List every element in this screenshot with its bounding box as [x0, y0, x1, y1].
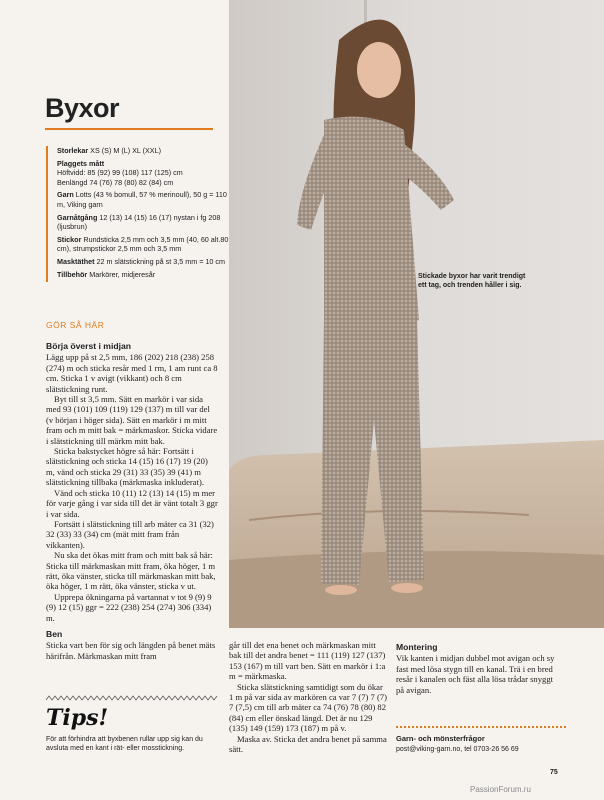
- instruction-paragraph: Upprepa ökningarna på vartannat v tot 9 (9) 9 (9) 12 (15) ggr = 222 (238) 254 (274) 306 (334) m.: [46, 591, 212, 623]
- spec-label: Garn: [57, 190, 74, 200]
- spec-value: Höftvidd: 85 (92) 99 (108) 117 (125) cm Benlängd 74 (76) 78 (80) 82 (84) cm: [57, 168, 183, 187]
- instructions-column-3: [396, 640, 556, 695]
- spec-value: Lotts (43 % bomull, 57 % merinoull), 50 g = 110 m, Viking garn: [57, 190, 227, 209]
- spec-value: 12 (13) 14 (15) 16 (17) nystan i fg 208 (ljusbrun): [57, 212, 221, 232]
- title-rule: [45, 128, 213, 130]
- contact-box: [396, 726, 566, 755]
- spec-label: Plaggets mått: [57, 158, 105, 168]
- instructions-column-1: [46, 339, 218, 661]
- instruction-paragraph: Maska av. Sticka det andra benet på samma sätt.: [229, 733, 387, 755]
- spec-value: 22 m slätstickning på st 3,5 mm = 10 cm: [96, 256, 225, 266]
- instructions-heading: GÖR SÅ HÄR: [46, 320, 105, 330]
- tips-text: För att förhindra att byxbenen rullar upp sig kan du avsluta med en kant i rät- eller mosstickning.: [46, 736, 203, 752]
- spec-value: Markörer, midjeresår: [89, 269, 156, 279]
- photo-caption: Stickade byxor har varit trendigt ett tag, och trenden håller i sig.: [418, 273, 526, 289]
- instruction-paragraph: Fortsätt i slätstickning till arb mäter ca 31 (32) 32 (33) 33 (34) cm (mät mitt fram från vikkanten).: [46, 518, 214, 550]
- specs-box: [46, 146, 229, 282]
- spec-label: Stickor: [57, 234, 82, 244]
- instruction-paragraph: Nu ska det ökas mitt fram och mitt bak så här: Sticka till märkmaskan mitt fram, öka höger, 1 m rätt, öka vänster, sticka till märkmaskan mitt bak, öka höger, 1 m rätt, öka vänster, sticka v ut.: [46, 550, 216, 592]
- instruction-paragraph: Sticka vart ben för sig och längden på benet mäts härifrån. Märkmaskan mitt fram: [46, 640, 216, 661]
- spec-gauge: [57, 257, 229, 267]
- spec-needles: [57, 235, 229, 254]
- spec-label: Masktäthet: [57, 256, 95, 266]
- spec-label: Tillbehör: [57, 269, 88, 279]
- spec-value: Rundsticka 2,5 mm och 3,5 mm (40, 60 alt.80 cm), strumpstickor 2,5 mm och 3,5 mm: [57, 234, 229, 254]
- decorative-zigzag: [46, 695, 218, 701]
- page-number: 75: [550, 769, 558, 776]
- spec-sizes: [57, 146, 229, 156]
- section-heading-legs: Ben: [46, 628, 63, 639]
- instruction-paragraph: Lägg upp på st 2,5 mm, 186 (202) 218 (238) 258 (274) m och sticka resår med 1 rm, 1 am runt ca 8 cm. Sticka 1 v avigt (vikkant) och 8 cm slätstickning runt.: [46, 352, 218, 394]
- spec-value: XS (S) M (L) XL (XXL): [90, 146, 161, 155]
- instruction-paragraph: Byt till st 3,5 mm. Sätt en markör i var sida med 93 (101) 109 (119) 129 (137) m till var del (v början i höger sida). Sätt en markör i m mitt fram och m mitt bak = märkmaskor. Sticka vidare i slätstickning till märkm mitt bak.: [46, 394, 218, 446]
- spec-accessories: [57, 270, 229, 280]
- instruction-paragraph: går till det ena benet och märkmaskan mitt bak till det andra benet = 111 (119) 127 (137) 153 (167) m till vart ben. Sätt en markör i 1:a m = märkmaska.: [229, 640, 386, 682]
- contact-heading: Garn- och mönsterfrågor: [396, 734, 485, 743]
- tips-heading: Tips!: [46, 705, 109, 731]
- spec-label: Storlekar: [57, 146, 89, 155]
- instruction-paragraph: Sticka slätstickning samtidigt som du ökar 1 m på var sida av markören ca var 7 (7) 7 (7) 7 (7,5) cm till arb mäter ca 74 (76) 78 (80) 82 (84) cm eller önskad längd. Det är nu 129 (135) 149 (159) 173 (187) m på v.: [229, 681, 387, 734]
- instructions-column-2: [229, 640, 389, 754]
- page-title: Byxor: [45, 93, 120, 123]
- section-heading-waist: Börja överst i midjan: [46, 341, 132, 351]
- spec-yarn-amount: [57, 213, 229, 232]
- instruction-paragraph: Vik kanten i midjan dubbel mot avigan och sy fast med lösa stygn till en kanal. Trä i en bred resår i kanalen och fäst alla lösa trådar snyggt på avigan.: [396, 653, 555, 695]
- spec-yarn: [57, 190, 229, 209]
- section-heading-assembly: Montering: [396, 642, 438, 652]
- instruction-paragraph: Vänd och sticka 10 (11) 12 (13) 14 (15) m mer för varje gång i var sida till det är vänt totalt 3 ggr i var sida.: [46, 487, 218, 519]
- watermark: PassionForum.ru: [470, 785, 531, 794]
- instruction-paragraph: Sticka bakstycket högre så här: Fortsätt i slätstickning och sticka 14 (15) 16 (17) 19 (20) m, vänd och sticka 29 (31) 33 (35) 39 (41) m slätstickning tillbaka (märkmaska inkluderat).: [46, 446, 208, 488]
- spec-label: Garnåtgång: [57, 212, 98, 222]
- contact-line: post@viking-garn.no, tel 0703-26 56 69: [396, 746, 519, 753]
- model-photo: [229, 0, 604, 628]
- spec-measurements: [57, 159, 229, 188]
